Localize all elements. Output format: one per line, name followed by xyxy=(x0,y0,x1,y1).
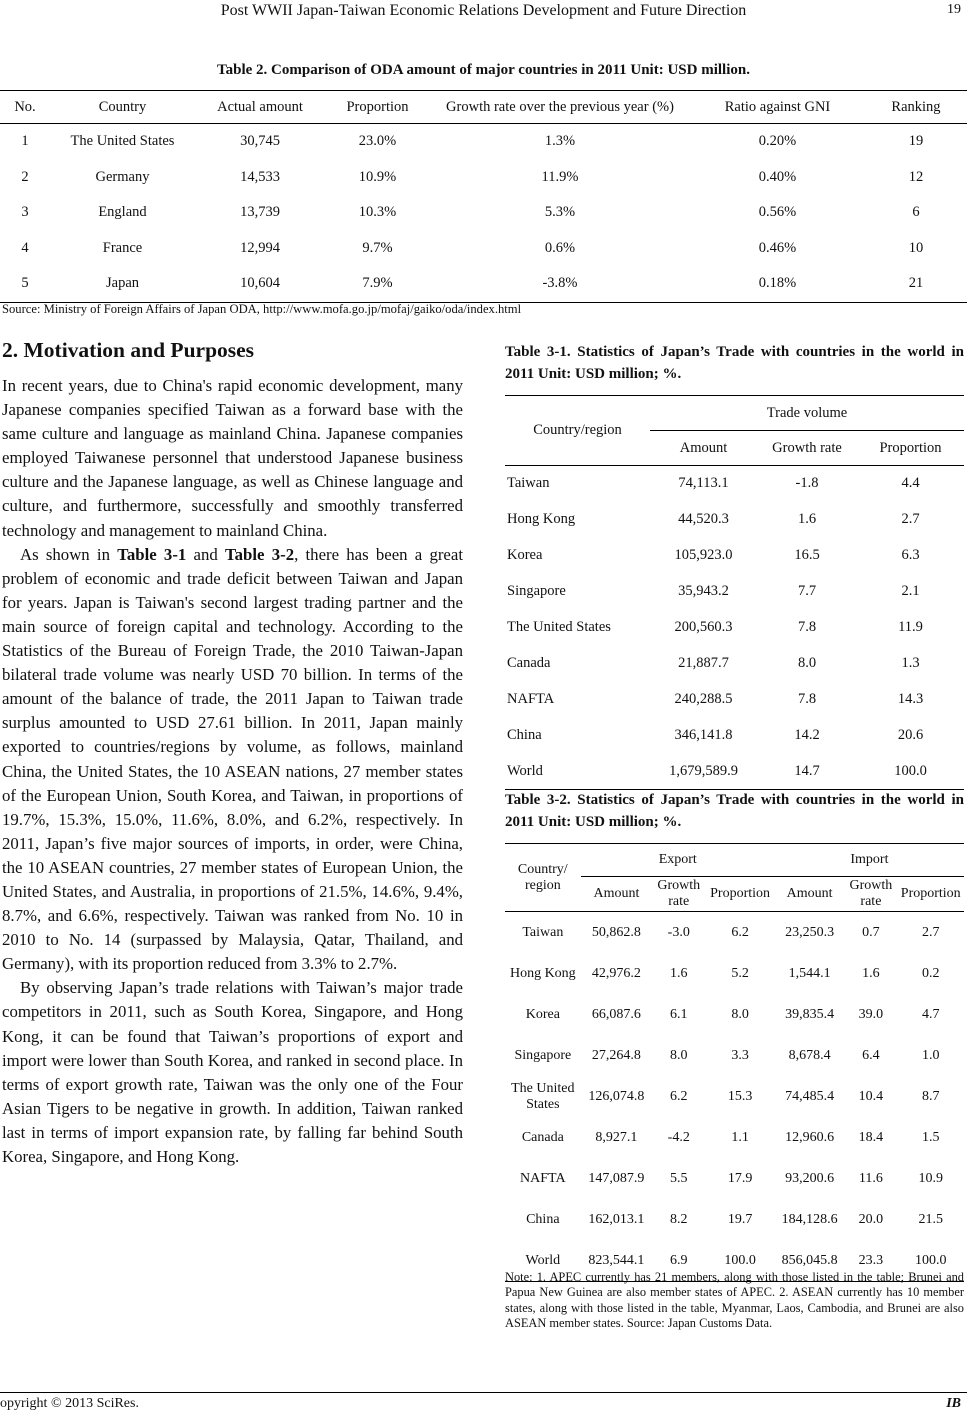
table-cell: 0.6% xyxy=(544,239,576,256)
table-cell: 1.6 xyxy=(797,511,817,528)
table-cell: 6.3 xyxy=(901,547,920,564)
table-cell: 16.5 xyxy=(794,547,820,564)
table-cell: 10.9% xyxy=(358,168,397,185)
table-row xyxy=(0,231,967,267)
table-cell: 11.6 xyxy=(858,1170,883,1186)
paragraph: In recent years, due to China's rapid economic development, many Japanese companies specified Taiwan as a forward base with the same culture and language as mainland China. Japanese companies employed Taiwanese personnel that understood Japanese business culture and the Japanese language, as well as Chinese language and culture, and furthermore, successfully and smoothly transferred technology and management to mainland China. xyxy=(2,376,463,540)
table-row xyxy=(505,1158,964,1199)
page-number: 19 xyxy=(947,2,961,17)
table-cell: World xyxy=(525,1252,561,1268)
table-cell: 1 xyxy=(21,133,29,150)
table-cell: 5 xyxy=(21,275,29,292)
table32-col-header: Growth rate xyxy=(652,877,705,912)
table-cell: 1.3% xyxy=(544,133,576,150)
table-cell: 42,976.2 xyxy=(591,965,641,981)
copyright: opyright © 2013 SciRes. xyxy=(0,1396,139,1411)
table-cell: 0.40% xyxy=(758,168,797,185)
table-cell: 2 xyxy=(21,168,29,185)
table-cell: 50,862.8 xyxy=(591,924,641,940)
table-cell: 4.4 xyxy=(901,475,920,492)
table31-col-header: Proportion xyxy=(879,439,942,456)
table-cell: 8.7 xyxy=(922,1088,940,1104)
table-cell: 5.5 xyxy=(670,1170,688,1186)
table-cell: 93,200.6 xyxy=(785,1170,835,1186)
table-cell: 0.46% xyxy=(758,239,797,256)
table-row xyxy=(505,912,964,954)
table-row xyxy=(505,753,964,789)
table-cell: 8,678.4 xyxy=(788,1047,831,1063)
table32-export-header: Export xyxy=(658,852,697,867)
table-cell: 15.3 xyxy=(727,1088,753,1104)
table-cell: 184,128.6 xyxy=(781,1211,838,1227)
table-row xyxy=(505,1117,964,1158)
table-row xyxy=(505,953,964,994)
footer-divider xyxy=(0,1392,967,1393)
table-cell: -3.8% xyxy=(542,275,578,292)
table-cell: 14.3 xyxy=(897,690,924,707)
journal-abbrev: IB xyxy=(946,1396,961,1411)
table-row xyxy=(505,717,964,753)
table32-col-header: Amount xyxy=(775,877,845,912)
table-cell: 147,087.9 xyxy=(588,1170,645,1186)
table-cell: The United States xyxy=(70,133,175,150)
table-cell: 7.9% xyxy=(362,275,393,292)
table-cell: 1.5 xyxy=(922,1129,940,1145)
table-row xyxy=(505,610,964,646)
table-row xyxy=(505,681,964,717)
text-run: and xyxy=(186,544,225,564)
table-cell: 30,745 xyxy=(240,133,280,150)
table-cell: 17.9 xyxy=(727,1170,753,1186)
table-cell: 74,113.1 xyxy=(678,475,729,492)
table-cell: 1.6 xyxy=(670,965,688,981)
table-cell: The United States xyxy=(507,619,611,635)
table32-col-header: Proportion xyxy=(898,877,965,912)
table-cell: 8.0 xyxy=(731,1006,749,1022)
table-cell: -3.0 xyxy=(667,924,690,940)
table-cell: 23.0% xyxy=(358,133,397,150)
table-cell: 10,604 xyxy=(240,275,280,292)
table32 xyxy=(505,843,964,1282)
table-cell: 0.18% xyxy=(758,275,797,292)
table-row xyxy=(505,538,964,574)
table-cell: 18.4 xyxy=(858,1129,884,1145)
table-row xyxy=(505,502,964,538)
table31-group-header: Trade volume xyxy=(650,396,964,431)
table32-note: Note: 1. APEC currently has 21 members, along with those listed in the table; Brunei and Papua New Guinea are also member states of APEC. 2. ASEAN currently has 10 member states, along with those listed in the table, Myanmar, Laos, Cambodia, and Brunei are also ASEAN member states. Source: Japan Customs Data. xyxy=(505,1270,964,1331)
table-cell: 4 xyxy=(21,239,29,256)
table-cell: 2.7 xyxy=(901,511,920,528)
table-cell: 23,250.3 xyxy=(785,924,835,940)
table2-col-header: No. xyxy=(0,91,50,124)
table-cell: 21 xyxy=(908,275,924,292)
table-cell: 23.3 xyxy=(858,1252,884,1268)
table-cell: 7.7 xyxy=(797,583,817,600)
table-cell: 7.8 xyxy=(797,619,817,635)
table-cell: 1,679,589.9 xyxy=(669,762,738,779)
table-cell: Hong Kong xyxy=(509,965,576,981)
table-row xyxy=(505,1199,964,1240)
table-cell: 44,520.3 xyxy=(678,511,729,528)
table-cell: 3 xyxy=(21,204,29,221)
table-cell: 6.2 xyxy=(731,924,749,940)
table-cell: 21,887.7 xyxy=(678,654,729,671)
table2-col-header: Proportion xyxy=(325,91,430,124)
table-cell: 20.6 xyxy=(897,726,924,743)
table31-region-header: Country/region xyxy=(533,422,622,438)
table-cell: 12,994 xyxy=(240,239,280,256)
table-cell: Korea xyxy=(525,1006,560,1022)
table32-body xyxy=(505,912,964,1282)
table-cell: 39.0 xyxy=(858,1006,884,1022)
table-cell: 240,288.5 xyxy=(674,690,733,707)
table-row xyxy=(505,1076,964,1117)
table31-col-header: Growth rate xyxy=(772,439,842,456)
table-cell: 14,533 xyxy=(240,168,280,185)
table-cell: NAFTA xyxy=(507,690,555,707)
table-cell: 100.0 xyxy=(724,1252,756,1268)
table-row xyxy=(505,1035,964,1076)
table2-col-header: Ratio against GNI xyxy=(690,91,865,124)
table-cell: 126,074.8 xyxy=(588,1088,645,1104)
table-cell: 12 xyxy=(908,168,924,185)
table-cell: Taiwan xyxy=(507,475,550,492)
table-cell: 0.56% xyxy=(758,204,797,221)
table-cell: 1.1 xyxy=(731,1129,749,1145)
table-cell: 6 xyxy=(912,204,920,221)
table2-body xyxy=(0,124,967,303)
table-cell: Hong Kong xyxy=(507,511,576,528)
table-cell: 823,544.1 xyxy=(588,1252,645,1268)
table-cell: Singapore xyxy=(507,583,566,600)
paragraph: By observing Japan’s trade relations with Taiwan’s major trade competitors in 2011, such as South Korea, Singapore, and Hong Kong, it can be found that Taiwan’s proportions of export and import were lower than South Korea, and ranked in second place. In terms of export growth rate, Taiwan was the only one of the Four Asian Tigers to be negative in growth. In addition, Taiwan ranked last in terms of import expansion rate, by falling far behind South Korea, Singapore, and Hong Kong. xyxy=(2,978,463,1166)
table31-col-header: Amount xyxy=(679,439,728,456)
table-cell: 10.4 xyxy=(858,1088,884,1104)
table-cell: 8.0 xyxy=(797,654,817,671)
text-run: As shown in xyxy=(20,544,118,564)
running-header: Post WWII Japan-Taiwan Economic Relations Development and Future Direction xyxy=(220,2,747,19)
table-cell: 11.9 xyxy=(898,619,923,635)
table-cell: 14.2 xyxy=(794,726,820,743)
section-title: 2. Motivation and Purposes xyxy=(2,338,255,362)
table-cell: 856,045.8 xyxy=(781,1252,838,1268)
table32-import-header: Import xyxy=(850,852,889,867)
table-row xyxy=(0,124,967,160)
table-cell: 8.0 xyxy=(670,1047,688,1063)
table2-header-row xyxy=(0,91,967,124)
table-row xyxy=(0,266,967,302)
table-cell: World xyxy=(507,762,543,779)
table-cell: 10 xyxy=(908,239,924,256)
text-run: , there has been a great problem of economic and trade deficit between Taiwan and Japan for years. Japan is Taiwan's second largest trading partner and the main source of foreign capital and technology. According to the Statistics of the Bureau of Foreign Trade, the 2010 Taiwan-Japan bilateral trade volume was nearly USD 70 billion. In terms of the amount of the balance of trade, the 2011 Japan to Taiwan trade surplus amounted to USD 27.61 billion. In 2011, Japan mainly exported to countries/regions by volume, as follows, mainland China, the United States, the 10 ASEAN nations, 27 member states of the European Union, South Korea, and Taiwan, in proportions of 19.7%, 15.3%, 15.0%, 11.6%, 8.0%, and 6.2%, respectively. In 2011, Japan’s five major sources of imports, in order, were China, the 10 ASEAN countries, 27 member states of European Union, the United States, and Australia, in proportions of 21.5%, 14.6%, 9.4%, 8.7%, and 6.6%, respectively. Taiwan was ranked from No. 10 in 2010 to No. 14 (surpassed by Malaysia, Qatar, Thailand, and Germany), with its proportion reduced from 3.3% to 2.7%. xyxy=(2,544,463,974)
table-cell: 12,960.6 xyxy=(785,1129,835,1145)
table-cell: 100.0 xyxy=(894,762,927,779)
table-cell: England xyxy=(98,204,147,221)
table-cell: 66,087.6 xyxy=(591,1006,641,1022)
table-cell: Korea xyxy=(507,547,543,564)
table-cell: 8.2 xyxy=(670,1211,688,1227)
table-cell: -4.2 xyxy=(667,1129,690,1145)
table-cell: 100.0 xyxy=(915,1252,947,1268)
table-cell: China xyxy=(507,726,542,743)
table32-col-header: Proportion xyxy=(705,877,775,912)
table-cell: 9.7% xyxy=(362,239,393,256)
table-cell: 1.0 xyxy=(922,1047,940,1063)
table-row xyxy=(505,645,964,681)
table-cell: 0.7 xyxy=(862,924,880,940)
table2-source: Source: Ministry of Foreign Affairs of Japan ODA, http://www.mofa.go.jp/mofaj/gaiko/oda/index.html xyxy=(2,302,522,316)
table-cell: 7.8 xyxy=(797,690,817,707)
table-cell: 8,927.1 xyxy=(595,1129,638,1145)
table-cell: Canada xyxy=(507,654,551,671)
table-cell: China xyxy=(526,1211,560,1227)
paragraph xyxy=(2,543,463,977)
table-row xyxy=(505,574,964,610)
table32-caption: Table 3-2. Statistics of Japan’s Trade with countries in the world in 2011 Unit: USD million; %. xyxy=(505,792,964,830)
table-cell: 3.3 xyxy=(731,1047,749,1063)
table-cell: 4.7 xyxy=(922,1006,940,1022)
table-row xyxy=(505,466,964,502)
table31-caption: Table 3-1. Statistics of Japan’s Trade with countries in the world in 2011 Unit: USD million; %. xyxy=(505,344,964,382)
table-cell: 0.20% xyxy=(758,133,797,150)
table-cell: 74,485.4 xyxy=(785,1088,835,1104)
table31 xyxy=(505,395,964,790)
table31-header-row xyxy=(505,396,964,431)
table-cell: 21.5 xyxy=(918,1211,943,1227)
table-cell: 35,943.2 xyxy=(678,583,729,600)
table-cell: France xyxy=(102,239,143,256)
table2-caption: Table 2. Comparison of ODA amount of major countries in 2011 Unit: USD million. xyxy=(217,62,750,78)
table-cell: Germany xyxy=(95,168,150,185)
table-row xyxy=(505,994,964,1035)
table-cell: 5.3% xyxy=(544,204,576,221)
table32-col-header: Growth rate xyxy=(844,877,897,912)
table-cell: 162,013.1 xyxy=(588,1211,645,1227)
table-cell: 200,560.3 xyxy=(674,619,733,635)
table-cell: 11.9% xyxy=(541,168,579,185)
table-cell: 10.9 xyxy=(918,1170,943,1186)
table-cell: NAFTA xyxy=(520,1170,566,1186)
table-cell: 105,923.0 xyxy=(674,547,733,564)
table-cell: 6.1 xyxy=(670,1006,688,1022)
table-cell: Taiwan xyxy=(522,924,564,940)
table2-col-header: Ranking xyxy=(865,91,967,124)
table32-region-header: Country/ region xyxy=(517,861,568,893)
table-cell: 19.7 xyxy=(727,1211,753,1227)
table-cell: The United States xyxy=(511,1080,575,1112)
table2-col-header: Country xyxy=(50,91,195,124)
table2 xyxy=(0,90,967,303)
table-cell: Japan xyxy=(105,275,139,292)
table-cell: 1.6 xyxy=(862,965,880,981)
table-cell: 20.0 xyxy=(858,1211,884,1227)
table-cell: -1.8 xyxy=(795,475,819,492)
table-cell: 5.2 xyxy=(731,965,749,981)
table-cell: 2.7 xyxy=(922,924,940,940)
table-cell: 39,835.4 xyxy=(785,1006,835,1022)
table-cell: 6.2 xyxy=(670,1088,688,1104)
table-cell: Canada xyxy=(521,1129,564,1145)
table32-col-header: Amount xyxy=(581,877,653,912)
table2-col-header: Actual amount xyxy=(195,91,325,124)
table-cell: 1,544.1 xyxy=(788,965,831,981)
table32-header-row xyxy=(505,844,964,877)
table-reference: Table 3-2 xyxy=(225,544,295,564)
table-cell: 14.7 xyxy=(794,762,820,779)
table2-col-header: Growth rate over the previous year (%) xyxy=(430,91,690,124)
body-text xyxy=(2,374,463,1169)
table-cell: Singapore xyxy=(514,1047,572,1063)
table-cell: 27,264.8 xyxy=(591,1047,641,1063)
table-cell: 2.1 xyxy=(901,583,920,600)
table-cell: 0.2 xyxy=(922,965,940,981)
table-row xyxy=(0,195,967,231)
table-cell: 19 xyxy=(908,133,924,150)
table-cell: 10.3% xyxy=(358,204,397,221)
table-cell: 13,739 xyxy=(240,204,280,221)
table31-body xyxy=(505,466,964,790)
table-cell: 6.9 xyxy=(670,1252,688,1268)
table-cell: 1.3 xyxy=(901,654,920,671)
table-cell: 346,141.8 xyxy=(674,726,733,743)
table-row xyxy=(0,160,967,196)
table-cell: 6.4 xyxy=(862,1047,880,1063)
table-reference: Table 3-1 xyxy=(117,544,187,564)
